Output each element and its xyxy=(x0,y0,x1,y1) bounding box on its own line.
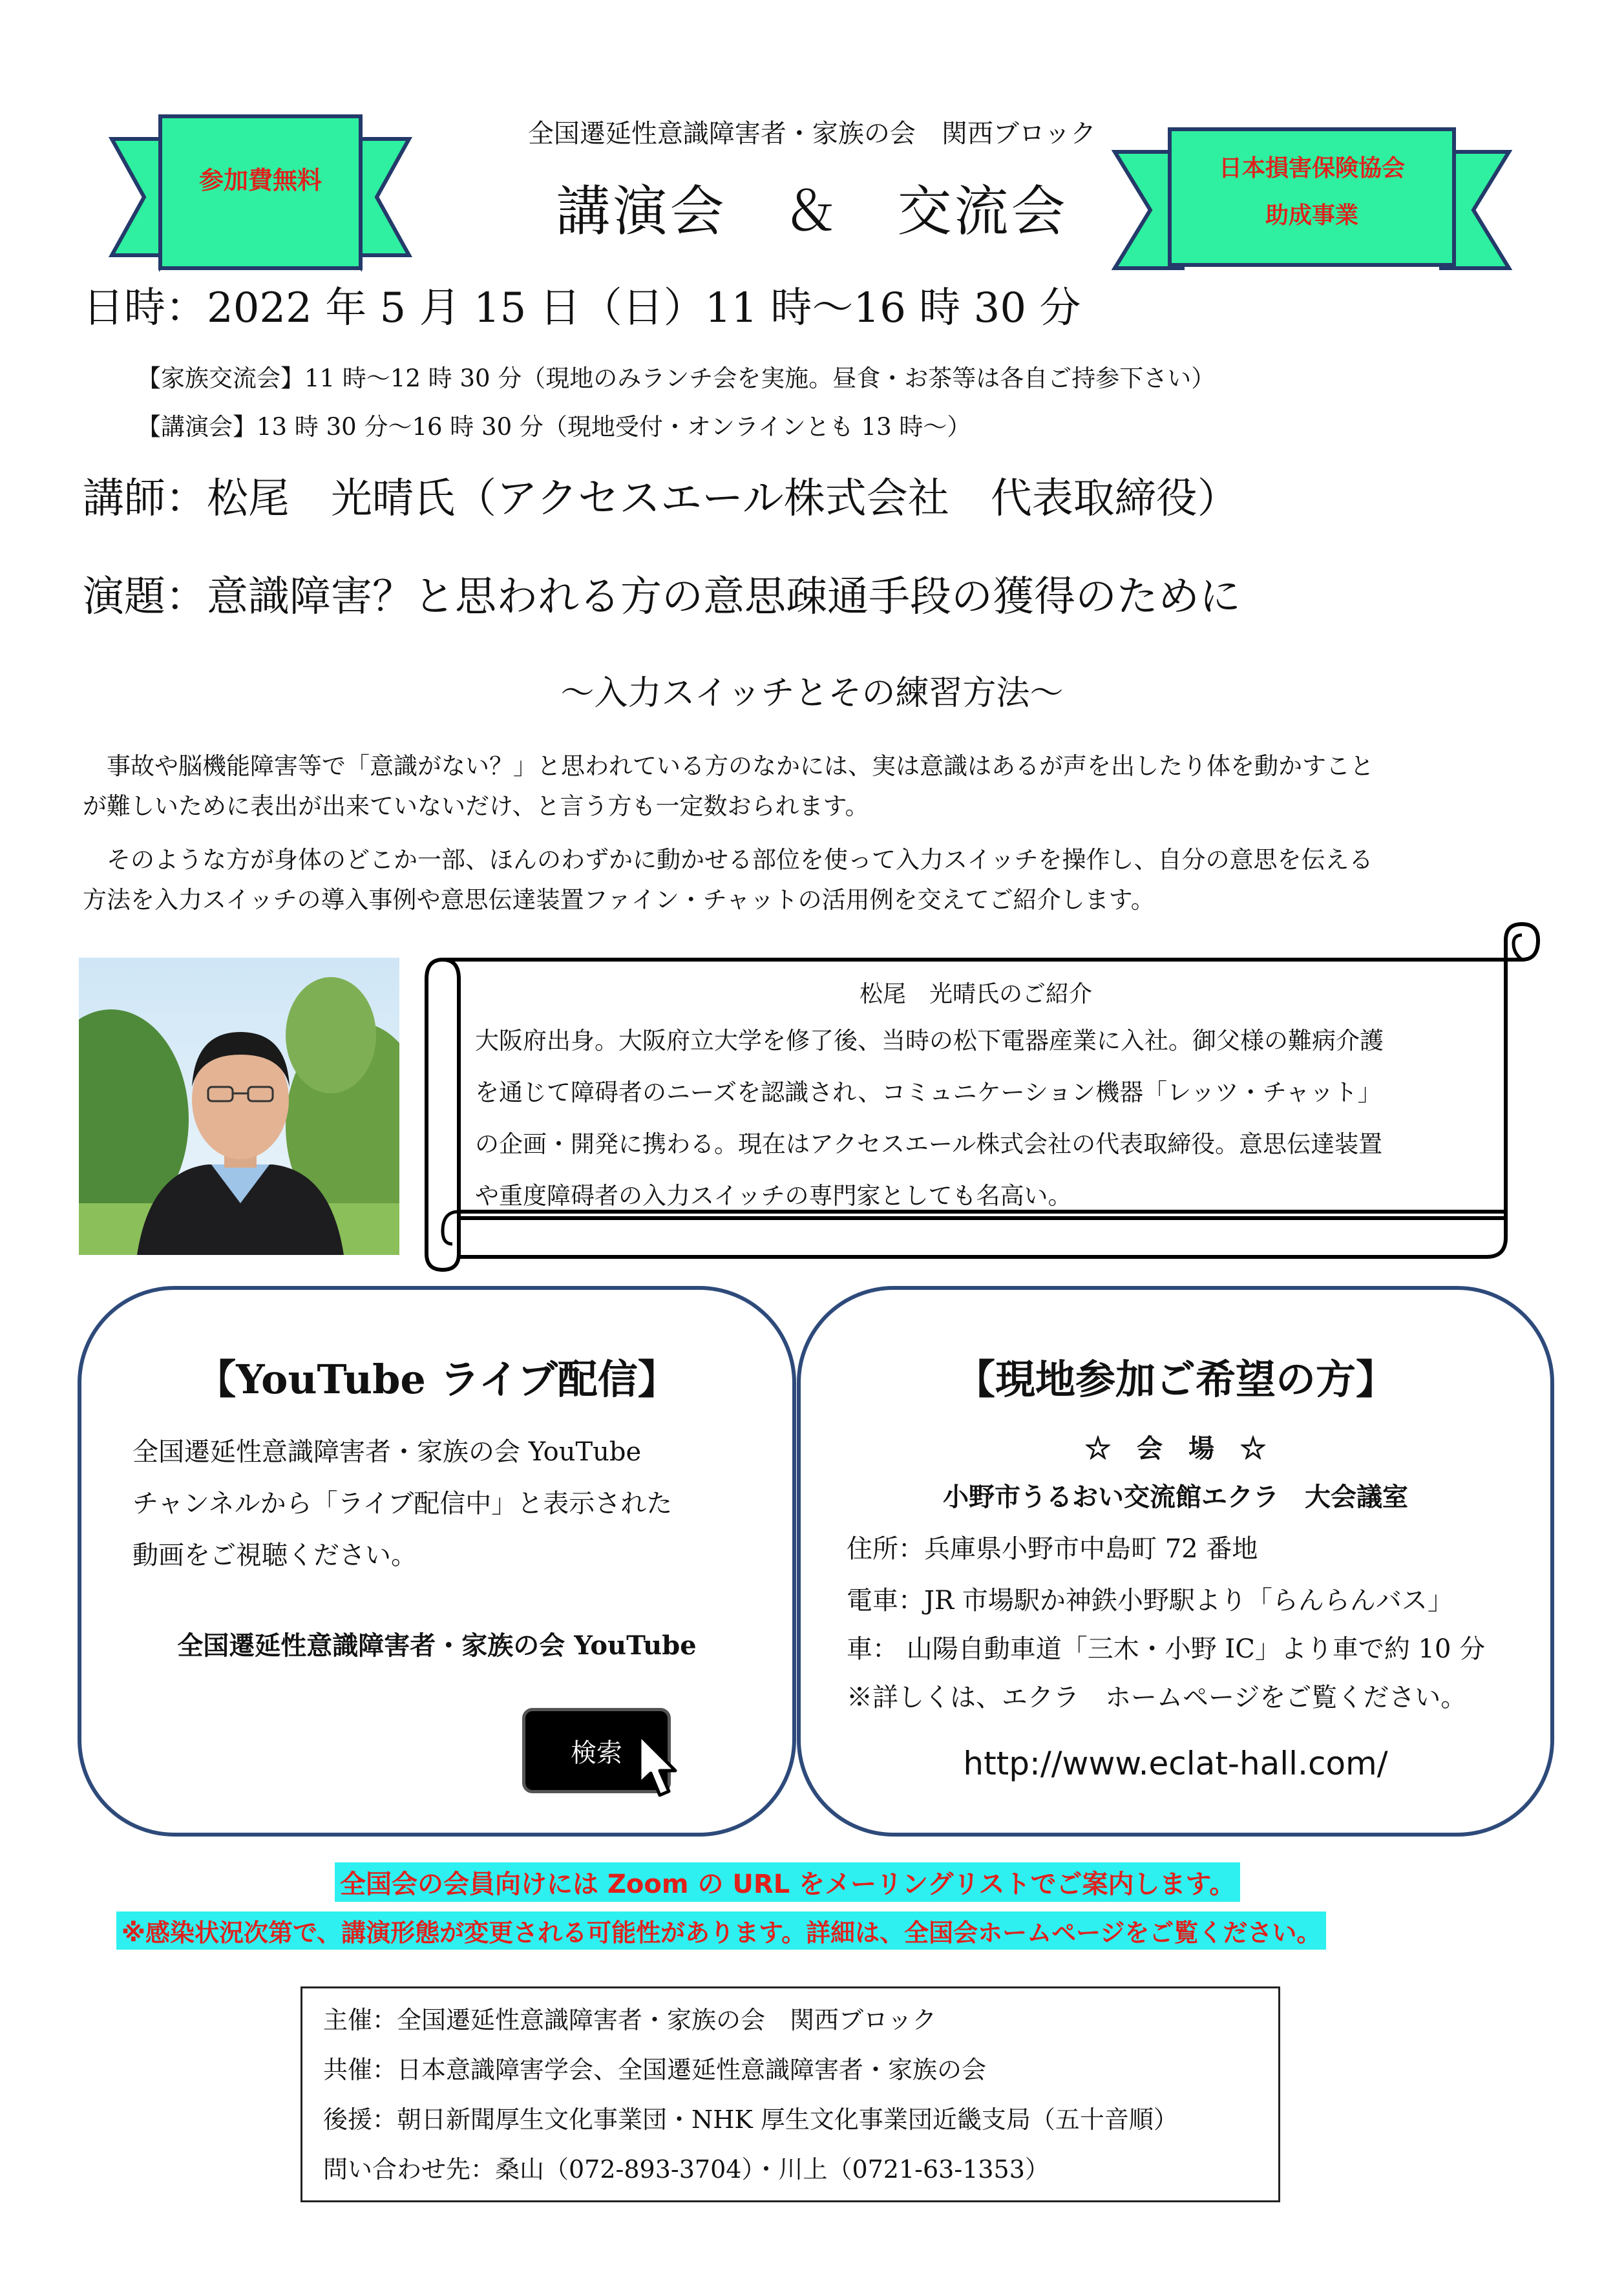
speaker-photo xyxy=(79,958,399,1255)
venue-name: 小野市うるおい交流館エクラ 大会議室 xyxy=(943,1482,1408,1512)
sponsor-badge-line1: 日本損害保険協会 xyxy=(1218,155,1405,182)
covid-notice: ※感染状況次第で、講演形態が変更される可能性があります。詳細は、全国会ホームページをご覧ください。 xyxy=(116,1912,1326,1950)
description-paragraph-1 xyxy=(83,746,1550,827)
intro-line: や重度障碍者の入力スイッチの専門家としても名高い。 xyxy=(475,1182,1072,1210)
lecture-subtitle: ～入力スイッチとその練習方法～ xyxy=(560,674,1064,713)
intro-title: 松尾 光晴氏のご紹介 xyxy=(859,981,1092,1007)
footer-cohost: 共催：日本意識障害学会、全国遷延性意識障害者・家族の会 xyxy=(323,2056,987,2084)
zoom-notice: 全国会の会員向けには Zoom の URL をメーリングリストでご案内します。 xyxy=(335,1862,1240,1902)
youtube-search-term: 全国遷延性意識障害者・家族の会 YouTube xyxy=(177,1630,697,1661)
venue-car: 車： 山陽自動車道「三木・小野 IC」より車で約 10 分 xyxy=(847,1634,1486,1664)
footer-host: 主催：全国遷延性意識障害者・家族の会 関西ブロック xyxy=(323,2006,937,2034)
venue-heading: ☆ 会 場 ☆ xyxy=(1085,1433,1266,1464)
lecturer: 講師：松尾 光晴氏（アクセスエール株式会社 代表取締役） xyxy=(83,475,1239,523)
footer-box xyxy=(301,1986,1280,2202)
description-line: 方法を入力スイッチの導入事例や意思伝達装置ファイン・チャットの活用例を交えてご紹介します。 xyxy=(83,886,1155,914)
lecture-topic: 演題：意識障害？と思われる方の意思疎通手段の獲得のために xyxy=(83,573,1241,621)
venue-url-link[interactable]: http://www.eclat-hall.com/ xyxy=(963,1745,1388,1782)
youtube-line: 動画をご視聴ください。 xyxy=(132,1541,417,1570)
youtube-box-title: 【YouTube ライブ配信】 xyxy=(196,1356,678,1403)
youtube-line: 全国遷延性意識障害者・家族の会 YouTube xyxy=(132,1437,642,1467)
description-line: が難しいために表出が出来ていないだけ、と言う方も一定数おられます。 xyxy=(83,792,869,820)
family-session: 【家族交流会】11 時～12 時 30 分（現地のみランチ会を実施。昼食・お茶等は各自ご持参下さい） xyxy=(137,364,1216,392)
event-datetime: 日時：2022 年 5 月 15 日（日）11 時～16 時 30 分 xyxy=(83,284,1081,332)
venue-note: ※詳しくは、エクラ ホームページをご覧ください。 xyxy=(847,1683,1467,1712)
venue-box-title: 【現地参加ご希望の方】 xyxy=(954,1356,1396,1403)
organizer-line: 全国遷延性意識障害者・家族の会 関西ブロック xyxy=(527,119,1097,149)
sponsor-badge-line2: 助成事業 xyxy=(1265,202,1358,229)
description-line: 事故や脳機能障害等で「意識がない？」と思われている方のなかには、実は意識はあるが声を出したり体を動かすこと xyxy=(83,752,1374,780)
free-admission-badge: 参加費無料 xyxy=(198,166,322,195)
intro-line: を通じて障碍者のニーズを認識され、コミュニケーション機器「レッツ・チャット」 xyxy=(475,1079,1382,1106)
venue-train: 電車：JR 市場駅か神鉄小野駅より「らんらんバス」 xyxy=(847,1586,1453,1616)
footer-support: 後援：朝日新聞厚生文化事業団・NHK 厚生文化事業団近畿支局（五十音順） xyxy=(323,2105,1178,2134)
footer-contact: 問い合わせ先：桑山（072-893-3704）・川上（0721-63-1353） xyxy=(323,2155,1049,2184)
intro-line: の企画・開発に携わる。現在はアクセスエール株式会社の代表取締役。意思伝達装置 xyxy=(475,1130,1383,1158)
description-line: そのような方が身体のどこか一部、ほんのわずかに動かせる部位を使って入力スイッチを操作し、自分の意思を伝える xyxy=(83,846,1373,874)
lecture-session: 【講演会】13 時 30 分～16 時 30 分（現地受付・オンラインとも 13 時～） xyxy=(137,413,971,441)
cursor-icon xyxy=(637,1732,688,1803)
page-title: 講演会 ＆ 交流会 xyxy=(556,180,1068,243)
description-paragraph-2 xyxy=(83,840,1550,920)
youtube-line: チャンネルから「ライブ配信中」と表示された xyxy=(132,1489,673,1519)
venue-address: 住所：兵庫県小野市中島町 72 番地 xyxy=(847,1534,1258,1564)
search-button-label: 検索 xyxy=(571,1738,622,1768)
intro-line: 大阪府出身。大阪府立大学を修了後、当時の松下電器産業に入社。御父様の難病介護 xyxy=(475,1027,1384,1055)
